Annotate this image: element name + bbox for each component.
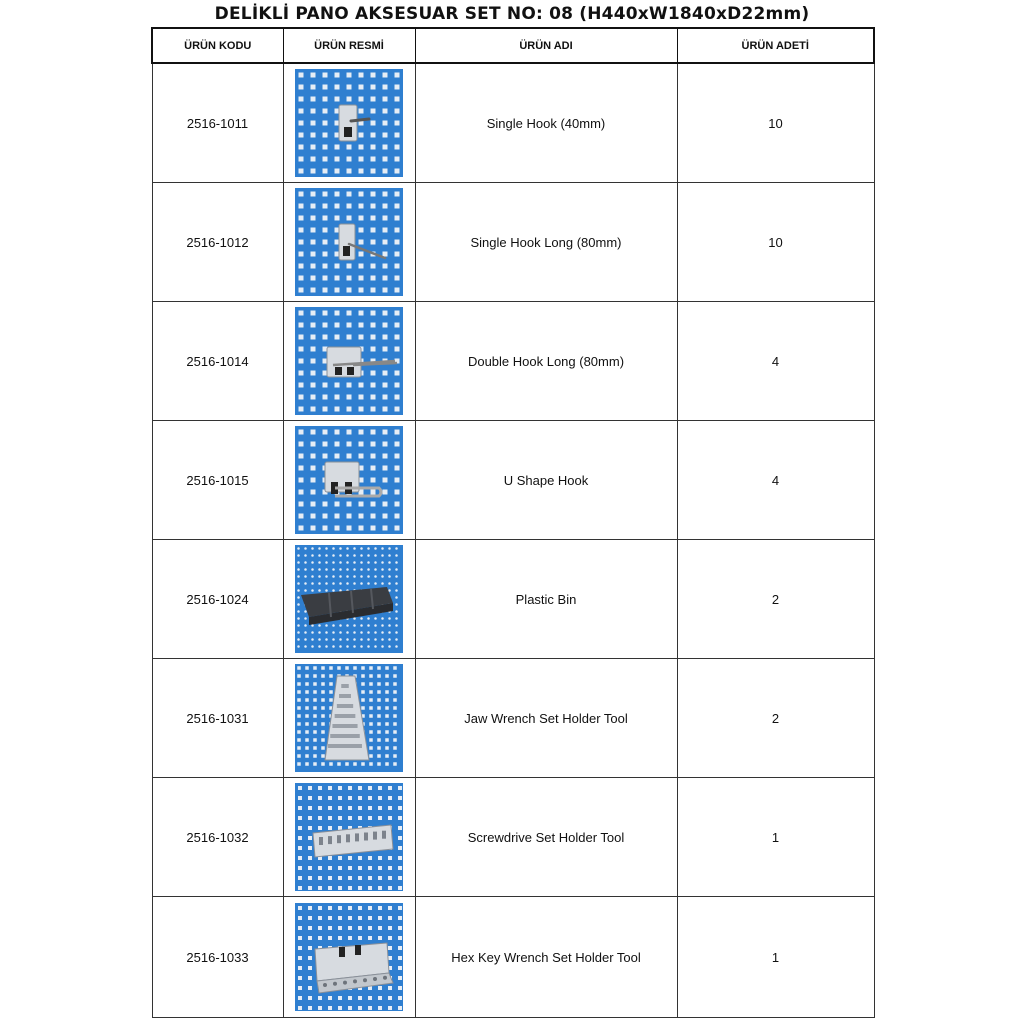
table-row [152, 302, 874, 421]
product-quantity: 10 [677, 183, 874, 302]
product-image-cell [283, 183, 415, 302]
table-row [152, 778, 874, 897]
product-name: U Shape Hook [415, 421, 677, 540]
table-row [152, 63, 874, 183]
product-image-cell [283, 63, 415, 183]
product-name: Jaw Wrench Set Holder Tool [415, 659, 677, 778]
jaw-wrench-holder-icon [295, 664, 403, 772]
product-code: 2516-1014 [152, 302, 283, 421]
header-product-code: ÜRÜN KODU [152, 28, 283, 63]
product-quantity: 10 [677, 63, 874, 183]
product-code: 2516-1012 [152, 183, 283, 302]
u-hook-icon [295, 426, 403, 534]
product-quantity: 2 [677, 540, 874, 659]
table-header-row [152, 28, 874, 63]
table-row [152, 183, 874, 302]
product-name: Plastic Bin [415, 540, 677, 659]
product-code: 2516-1011 [152, 63, 283, 183]
product-quantity: 1 [677, 778, 874, 897]
product-image-cell [283, 540, 415, 659]
product-quantity: 2 [677, 659, 874, 778]
double-hook-icon [295, 307, 403, 415]
table-row [152, 421, 874, 540]
table-row [152, 540, 874, 659]
table-row [152, 897, 874, 1018]
product-quantity: 4 [677, 302, 874, 421]
product-code: 2516-1015 [152, 421, 283, 540]
single-hook-long-icon [295, 188, 403, 296]
document-title: DELİKLİ PANO AKSESUAR SET NO: 08 (H440xW1840xD22mm) [214, 4, 810, 24]
header-product-name: ÜRÜN ADI [415, 28, 677, 63]
product-name: Single Hook Long (80mm) [415, 183, 677, 302]
product-quantity: 1 [677, 897, 874, 1018]
product-name: Hex Key Wrench Set Holder Tool [415, 897, 677, 1018]
hex-key-holder-icon [295, 903, 403, 1011]
product-image-cell [283, 302, 415, 421]
screwdriver-holder-icon [295, 783, 403, 891]
product-table [151, 27, 875, 1018]
product-code: 2516-1031 [152, 659, 283, 778]
product-code: 2516-1024 [152, 540, 283, 659]
product-name: Screwdrive Set Holder Tool [415, 778, 677, 897]
product-image-cell [283, 421, 415, 540]
product-image-cell [283, 659, 415, 778]
product-code: 2516-1032 [152, 778, 283, 897]
header-product-quantity: ÜRÜN ADETİ [677, 28, 874, 63]
product-name: Single Hook (40mm) [415, 63, 677, 183]
product-image-cell [283, 897, 415, 1018]
plastic-bin-icon [295, 545, 403, 653]
product-code: 2516-1033 [152, 897, 283, 1018]
product-quantity: 4 [677, 421, 874, 540]
product-image-cell [283, 778, 415, 897]
header-product-image: ÜRÜN RESMİ [283, 28, 415, 63]
table-row [152, 659, 874, 778]
single-hook-icon [295, 69, 403, 177]
product-name: Double Hook Long (80mm) [415, 302, 677, 421]
